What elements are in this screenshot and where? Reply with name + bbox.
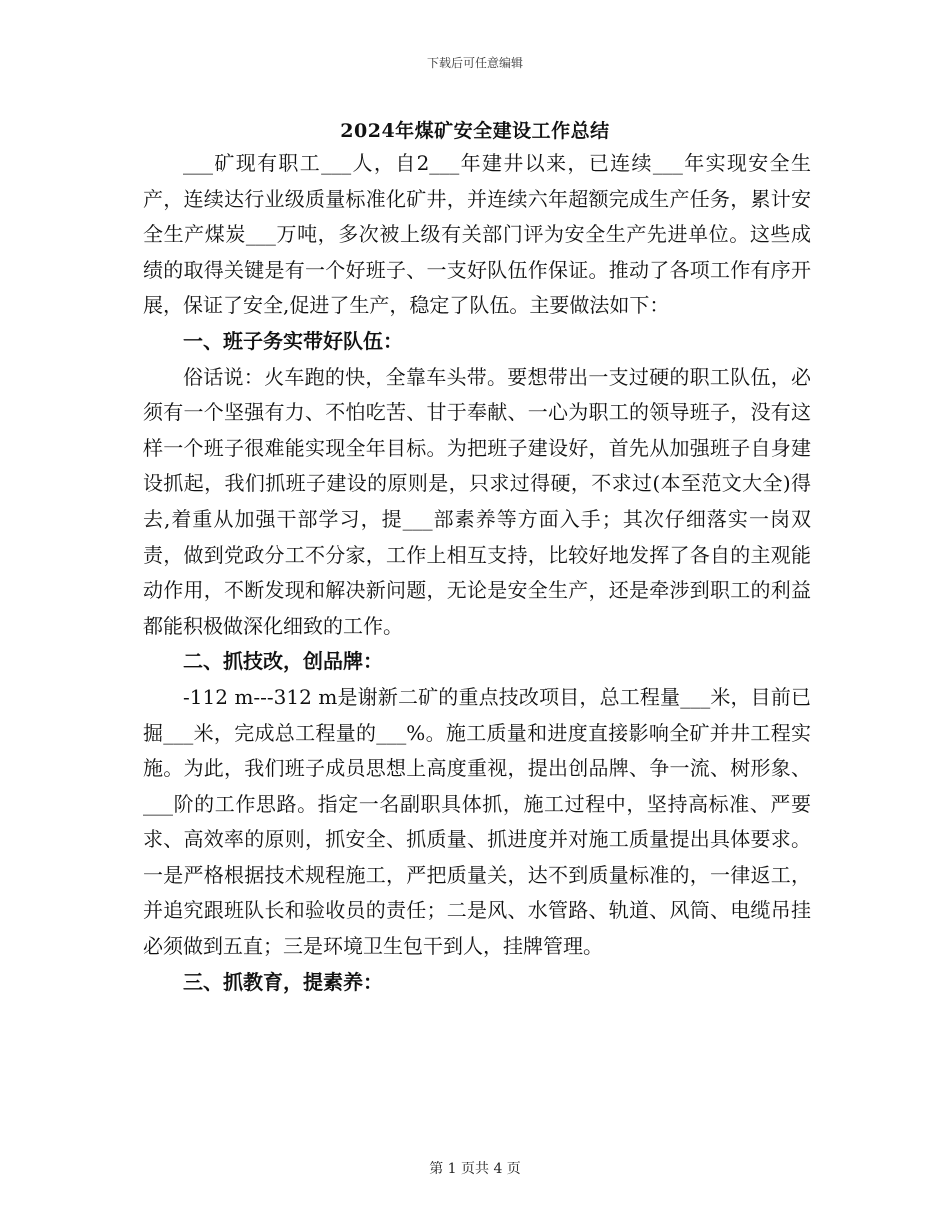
document-title: 2024年煤矿安全建设工作总结	[340, 120, 610, 142]
page-number: 第 1 页共 4 页	[429, 1161, 521, 1177]
section-3-heading: 三、抓教育，提素养：	[183, 969, 383, 994]
intro-paragraph: ___矿现有职工___人，自2___年建井以来，已连续___年实现安全生产，连续达行业级质量标准化矿井，并连续六年超额完成生产任务，累计安全生产煤炭___万吨，多次被上级有关部门评为安全生产先进单位。这些成绩的取得关键是有一个好班子、一支好队伍作保证。推动了各项工作有序开展，保证了安全,促进了生产，稳定了队伍。主要做法如下：	[143, 151, 811, 318]
section-2-paragraph: -112 m---312 m是谢新二矿的重点技改项目，总工程量___米，目前已掘___米，完成总工程量的___%。施工质量和进度直接影响全矿并井工程实施。为此，我们班子成员思想上高度重视，提出创品牌、争一流、树形象、___阶的工作思路。指定一名副职具体抓，施工过程中，坚持高标准、严要求、高效率的原则，抓安全、抓质量、抓进度并对施工质量提出具体要求。一是严格根据技术规程施工，严把质量关，达不到质量标准的，一律返工，并追究跟班队长和验收员的责任；二是风、水管路、轨道、风筒、电缆吊挂必须做到五直；三是环境卫生包干到人，挂牌管理。	[143, 684, 811, 959]
section-1-paragraph: 俗话说：火车跑的快，全靠车头带。要想带出一支过硬的职工队伍，必须有一个坚强有力、不怕吃苦、甘于奉献、一心为职工的领导班子，没有这样一个班子很难能实现全年目标。为把班子建设好，首先从加强班子自身建设抓起，我们抓班子建设的原则是，只求过得硬，不求过(本至范文大全)得去,着重从加强干部学习，提___部素养等方面入手；其次仔细落实一岗双责，做到党政分工不分家，工作上相互支持，比较好地发挥了各自的主观能动作用，不断发现和解决新问题，无论是安全生产，还是牵涉到职工的利益都能积极做深化细致的工作。	[143, 364, 811, 638]
page-header-note: 下载后可任意编辑	[426, 56, 523, 70]
section-1-heading: 一、班子务实带好队伍：	[183, 328, 403, 353]
document-body	[143, 146, 811, 1000]
section-2-heading: 二、抓技改，创品牌：	[183, 649, 383, 674]
